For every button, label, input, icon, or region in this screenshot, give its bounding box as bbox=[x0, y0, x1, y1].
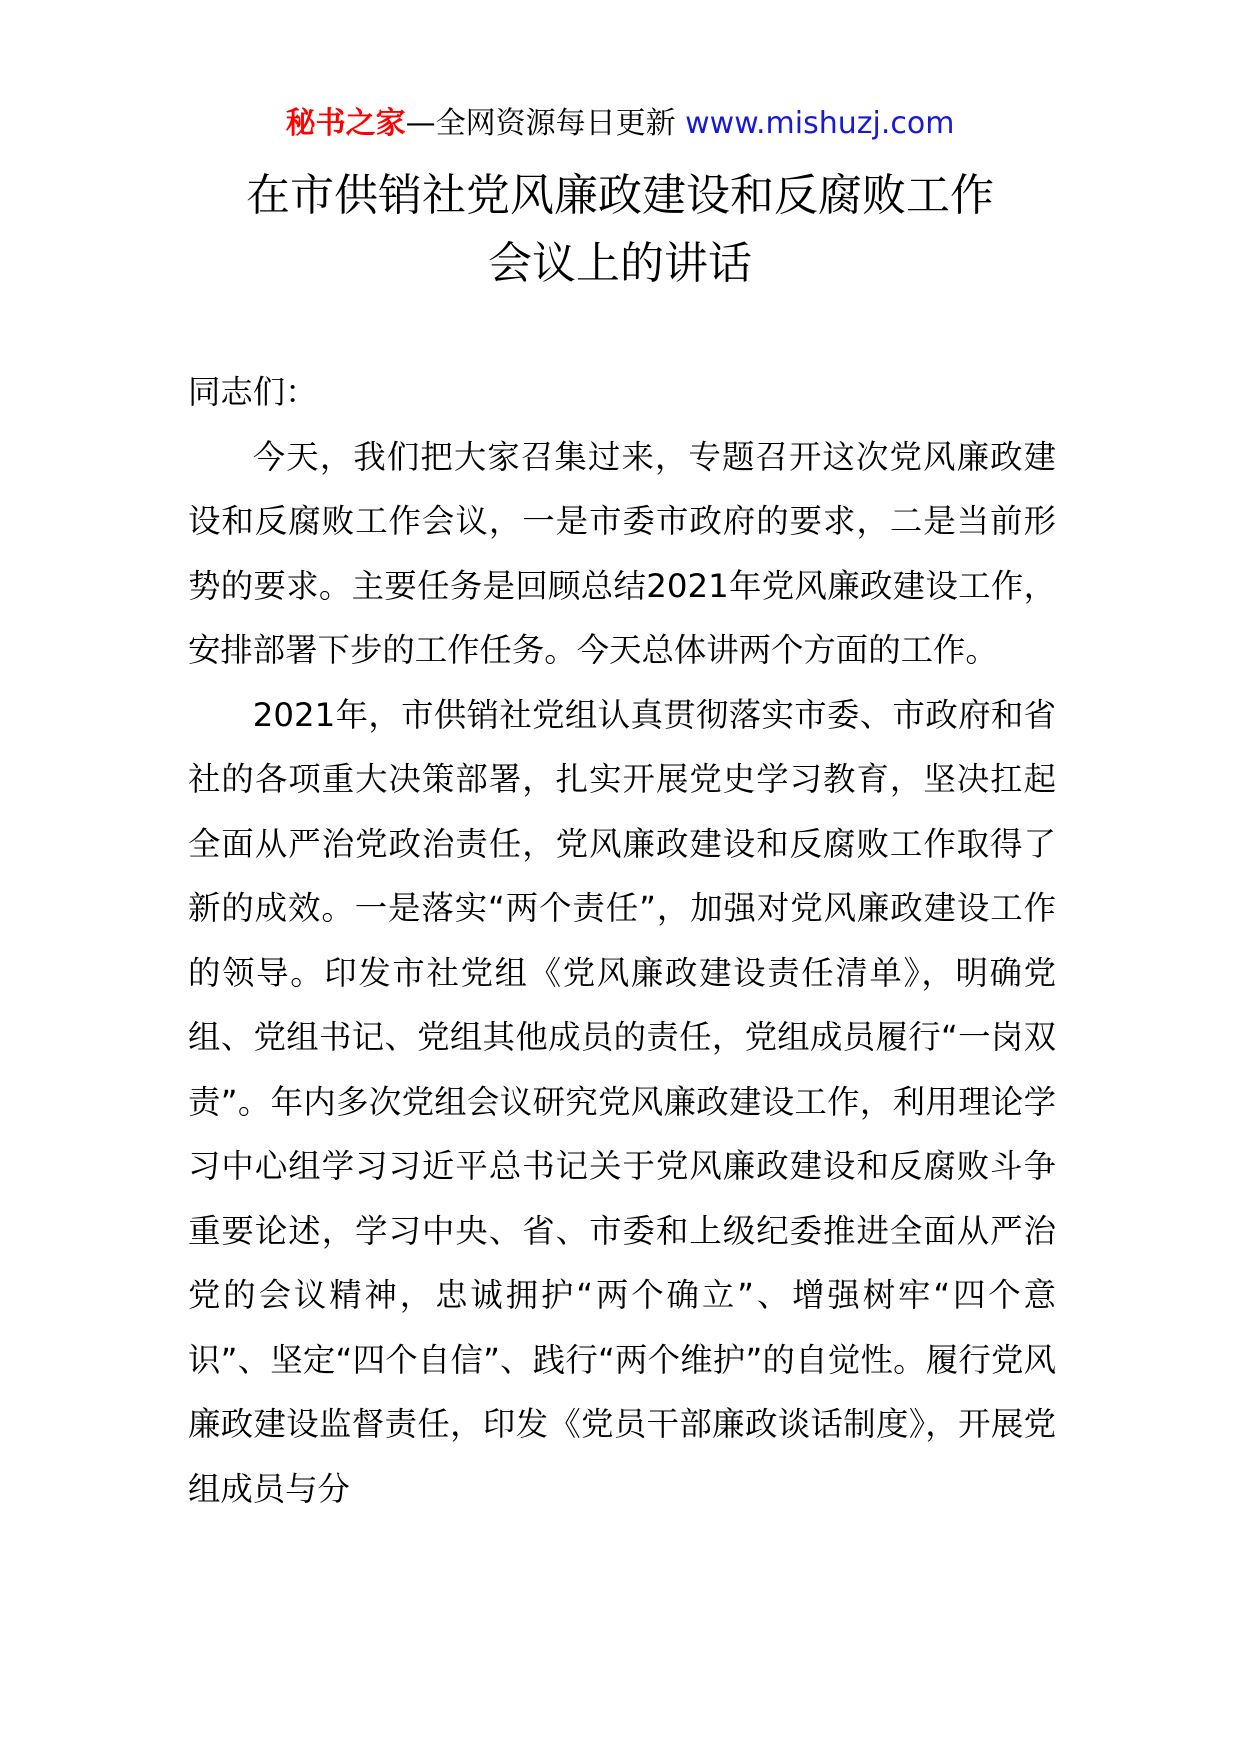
header-tagline: —全网资源每日更新 bbox=[405, 106, 676, 141]
site-url-link[interactable]: www.mishuzj.com bbox=[685, 106, 955, 141]
document-body bbox=[188, 360, 1056, 1521]
title-line-1: 在市供销社党风廉政建设和反腐败工作 bbox=[246, 170, 994, 221]
paragraph-1: 今天，我们把大家召集过来，专题召开这次党风廉政建设和反腐败工作会议，一是市委市政府的要求，二是当前形势的要求。主要任务是回顾总结2021年党风廉政建设工作，安排部署下步的工作任务。今天总体讲两个方面的工作。 bbox=[188, 437, 1056, 669]
title-line-2: 会议上的讲话 bbox=[488, 238, 752, 289]
paragraph-2: 2021年，市供销社党组认真贯彻落实市委、市政府和省社的各项重大决策部署，扎实开展党史学习教育，坚决扛起全面从严治党政治责任，党风廉政建设和反腐败工作取得了新的成效。一是落实“两个责任”，加强对党风廉政建设工作的领导。印发市社党组《党风廉政建设责任清单》，明确党组、党组书记、党组其他成员的责任，党组成员履行“一岗双责”。年内多次党组会议研究党风廉政建设工作，利用理论学习中心组学习习近平总书记关于党风廉政建设和反腐败斗争重要论述，学习中央、省、市委和上级纪委推进全面从严治党的会议精神，忠诚拥护“两个确立”、增强树牢“四个意识”、坚定“四个自信”、践行“两个维护”的自觉性。履行党风廉政建设监督责任，印发《党员干部廉政谈话制度》，开展党组成员与分 bbox=[188, 695, 1056, 1508]
document-title bbox=[0, 162, 1240, 298]
greeting: 同志们： bbox=[188, 373, 318, 411]
site-header bbox=[0, 104, 1240, 144]
brand-name: 秘书之家 bbox=[285, 106, 406, 141]
